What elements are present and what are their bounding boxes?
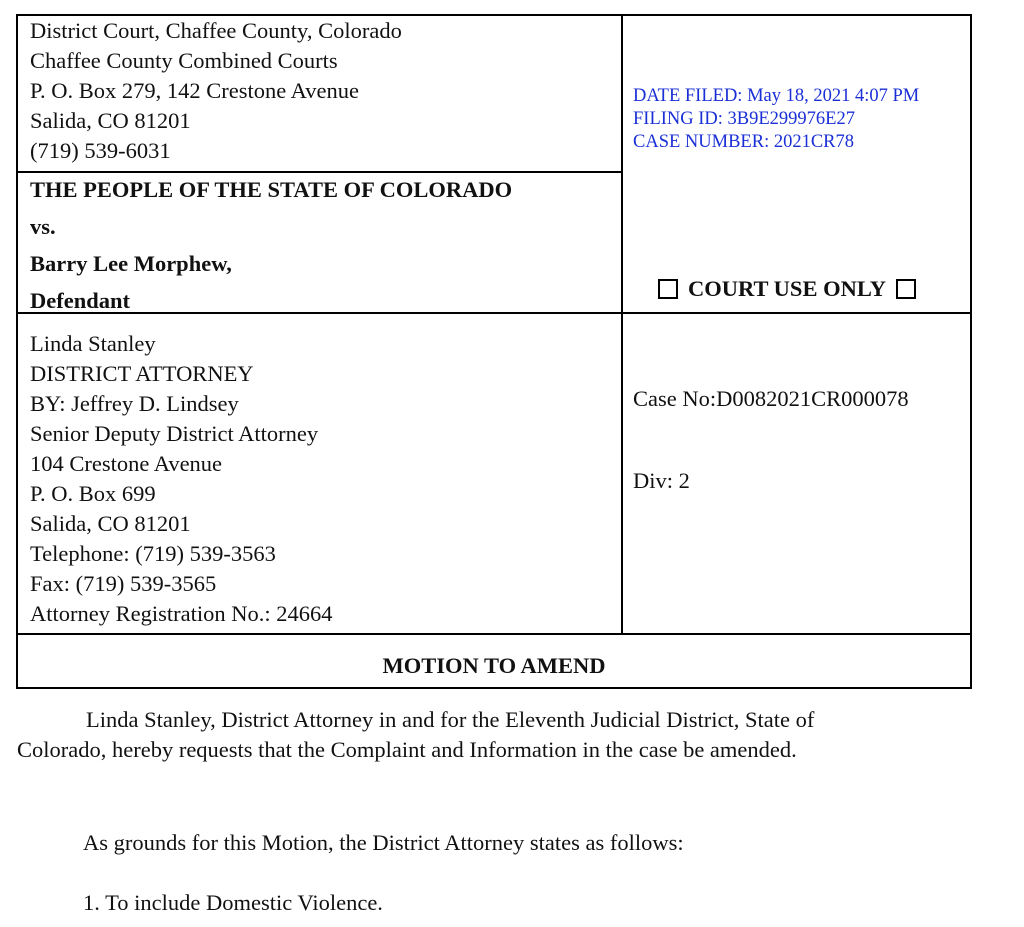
- court-name: District Court, Chaffee County, Colorado: [30, 18, 402, 43]
- court-subname: Chaffee County Combined Courts: [30, 48, 338, 73]
- court-use-label: COURT USE ONLY: [688, 276, 887, 301]
- filing-stamp: [633, 85, 919, 154]
- court-phone: (719) 539-6031: [30, 138, 171, 163]
- parties-block: [30, 171, 512, 319]
- attorney-name: Linda Stanley: [30, 331, 156, 356]
- court-city: Salida, CO 81201: [30, 108, 191, 133]
- attorney-po-box: P. O. Box 699: [30, 481, 156, 506]
- defendant-label: Defendant: [30, 288, 130, 313]
- attorney-city: Salida, CO 81201: [30, 511, 191, 536]
- date-filed: DATE FILED: May 18, 2021 4:07 PM: [633, 86, 920, 106]
- attorney-by: BY: Jeffrey D. Lindsey: [30, 391, 239, 416]
- court-address-block: [30, 16, 402, 166]
- stamp-case-number: CASE NUMBER: 2021CR78: [633, 132, 855, 152]
- attorney-fax: Fax: (719) 539-3565: [30, 571, 217, 596]
- intro-line-1: Linda Stanley, District Attorney in and for the Eleventh Judicial District, State of: [86, 707, 815, 732]
- attorney-block: [30, 329, 332, 629]
- plaintiff: THE PEOPLE OF THE STATE OF COLORADO: [30, 177, 513, 202]
- filing-id: FILING ID: 3B9E299976E27: [633, 109, 855, 129]
- court-po-box: P. O. Box 279, 142 Crestone Avenue: [30, 78, 359, 103]
- motion-title: MOTION TO AMEND: [382, 653, 606, 678]
- attorney-street: 104 Crestone Avenue: [30, 451, 223, 476]
- defendant-name: Barry Lee Morphew,: [30, 251, 232, 276]
- attorney-registration: Attorney Registration No.: 24664: [30, 601, 333, 626]
- intro-line-2: Colorado, hereby requests that the Complaint and Information in the case be amended.: [17, 737, 797, 762]
- attorney-divider: [18, 633, 970, 635]
- versus: vs.: [30, 214, 56, 239]
- attorney-title: DISTRICT ATTORNEY: [30, 361, 254, 386]
- attorney-position: Senior Deputy District Attorney: [30, 421, 319, 446]
- attorney-telephone: Telephone: (719) 539-3563: [30, 541, 276, 566]
- caption-vertical-divider: [621, 16, 623, 635]
- checkbox-left: [658, 279, 678, 299]
- grounds-statement: As grounds for this Motion, the District Attorney states as follows:: [83, 830, 684, 855]
- court-use-only: [658, 276, 916, 302]
- division-field: Div: 2: [633, 468, 690, 493]
- checkbox-right: [896, 279, 916, 299]
- case-caption: [16, 14, 972, 689]
- ground-item-1: 1. To include Domestic Violence.: [83, 890, 383, 915]
- case-number-field: Case No:D0082021CR000078: [633, 386, 909, 411]
